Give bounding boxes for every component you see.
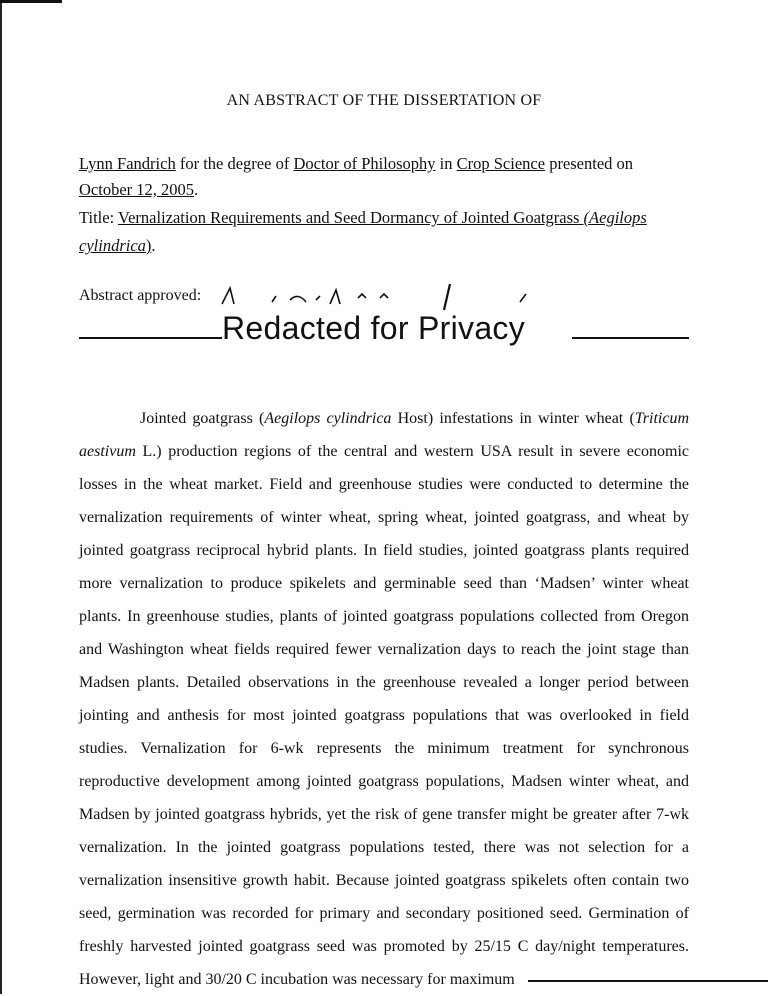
abstract-text-1: Jointed goatgrass ( bbox=[140, 410, 265, 427]
species-name-triticum: Triticum aestivum bbox=[79, 410, 690, 460]
author-line-text-3: presented on bbox=[545, 154, 634, 173]
scan-top-mark bbox=[0, 0, 62, 3]
presentation-date: October 12, 2005 bbox=[79, 180, 195, 199]
title-text-b: (Aegilops bbox=[583, 208, 647, 227]
signature-rule-right bbox=[572, 337, 689, 339]
author-line-text-2: in bbox=[435, 154, 457, 173]
abstract-approved-label: Abstract approved: bbox=[79, 287, 202, 304]
abstract-text-2: Host) infestations in winter wheat ( bbox=[391, 410, 635, 427]
scan-bottom-rule bbox=[528, 980, 768, 982]
title-text-a: Vernalization Requirements and Seed Dormancy of Jointed Goatgrass bbox=[118, 208, 584, 227]
abstract-heading: AN ABSTRACT OF THE DISSERTATION OF bbox=[226, 92, 542, 109]
species-name-aegilops: Aegilops cylindrica bbox=[264, 410, 392, 427]
redaction-block bbox=[79, 308, 689, 348]
author-line-text-1: for the degree of bbox=[175, 154, 294, 173]
author-name: Lynn Fandrich bbox=[79, 154, 176, 173]
degree: Doctor of Philosophy bbox=[293, 154, 436, 173]
title-period: . bbox=[151, 236, 156, 255]
title-label: Title: bbox=[79, 208, 118, 227]
date-period: . bbox=[194, 180, 199, 199]
title-line-2 bbox=[79, 236, 156, 256]
abstract-text-3: L.) production regions of the central and western USA result in severe economic losses in the wheat market. Field and greenhouse studies were conducted to determine the vernalization requirements of winter wheat, spring wheat, jointed goatgrass, and wheat by jointed goatgrass reciprocal hybrid plants. In field studies, jointed goatgrass plants required more vernalization to produce spikelets and germinable seed than ‘Madsen’ winter wheat plants. In greenhouse studies, plants of jointed goatgrass populations collected from Oregon and Washington wheat fields required fewer vernalization days to reach the joint stage than Madsen plants. Detailed observations in the greenhouse revealed a longer period between jointing and anthesis for most jointed goatgrass populations that was overlooked in field studies. Vernalization for 6-wk represents the minimum treatment for synchronous reproductive development among jointed goatgrass populations, Madsen winter wheat, and Madsen by jointed goatgrass hybrids, yet the risk of gene transfer might be greater after 7-wk vernalization. In the jointed goatgrass populations tested, there was not selection for a vernalization insensitive growth habit. Because jointed goatgrass spikelets often contain two seed, germination was recorded for primary and secondary positioned seed. Germination of freshly harvested jointed goatgrass seed was promoted by 25/15 C day/night temperatures. However, light and 30/20 C incubation was necessary for maximum bbox=[79, 443, 689, 988]
title-line-1 bbox=[79, 208, 647, 228]
date-line bbox=[79, 180, 198, 200]
abstract-paragraph bbox=[79, 402, 689, 996]
title-text-c: cylindrica bbox=[79, 236, 146, 255]
scan-left-edge bbox=[0, 0, 2, 994]
author-line bbox=[79, 154, 633, 174]
title-text-d: ) bbox=[145, 236, 152, 255]
field-of-study: Crop Science bbox=[456, 154, 546, 173]
redaction-stamp: Redacted for Privacy bbox=[222, 310, 526, 346]
signature-rule-left bbox=[79, 337, 222, 339]
abstract-body bbox=[79, 402, 689, 996]
